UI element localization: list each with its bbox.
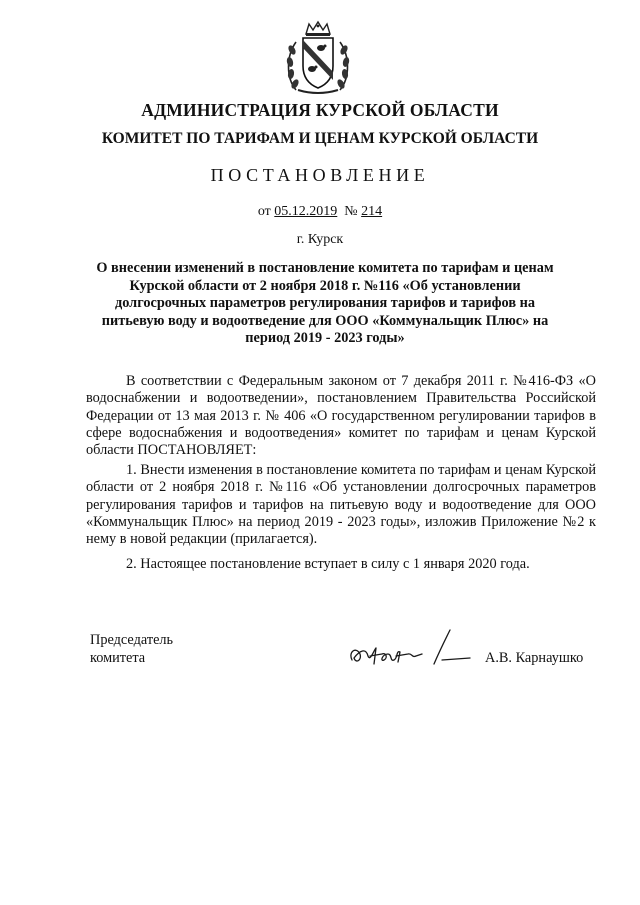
signatory-position [90,632,173,667]
number-prefix: № [344,204,358,219]
item-1-paragraph: 1. Внести изменения в постановление комитета по тарифам и ценам Курской области от 2 ноября 2018 г. №116 «Об установлении долгосрочных параметров регулирования тарифов и тарифов на питьевую воду и водоотведение для ООО «Коммунальщик Плюс» на период 2019 - 2023 годы», изложив Приложение №2 к нему в новой редакции (прилагается). [86,462,596,548]
city: г. Курск [296,232,344,247]
position-line-1: Председатель [90,632,174,648]
handwritten-signature [346,624,476,674]
position-line-2: комитета [90,649,146,666]
kursk-oblast-coat-of-arms-icon [282,20,354,96]
organization-title: АДМИНИСТРАЦИЯ КУРСКОЙ ОБЛАСТИ [141,100,499,120]
document-date: 05.12.2019 [274,204,338,219]
committee-title: КОМИТЕТ ПО ТАРИФАМ И ЦЕНАМ КУРСКОЙ ОБЛАСТИ [101,130,539,147]
document-title: О внесении изменений в постановление комитета по тарифам и ценам Курской области от 2 ноября 2018 г. №116 «Об установлении долгосрочных параметров регулирования тарифов и тарифов на питьевую воду и водоотведение для ООО «Коммунальщик Плюс» на период 2019 - 2023 годы» [96,260,554,347]
item-2-paragraph: 2. Настоящее постановление вступает в силу с 1 января 2020 года. [126,556,530,572]
preamble-paragraph: В соответствии с Федеральным законом от 7 декабря 2011 г. №416-ФЗ «О водоснабжении и водоотведении», постановлением Правительства Российской Федерации от 13 мая 2013 г. № 406 «О государственном регулировании тарифов в сфере водоснабжения и водоотведения» комитет по тарифам и ценам Курской области ПОСТАНОВЛЯЕТ: [86,373,596,459]
document-type: ПОСТАНОВЛЕНИЕ [210,165,430,185]
signatory-name: А.В. Карнаушко [485,650,584,666]
date-prefix: от [257,204,271,219]
document-number: 214 [361,204,383,219]
date-number-line [0,204,640,220]
